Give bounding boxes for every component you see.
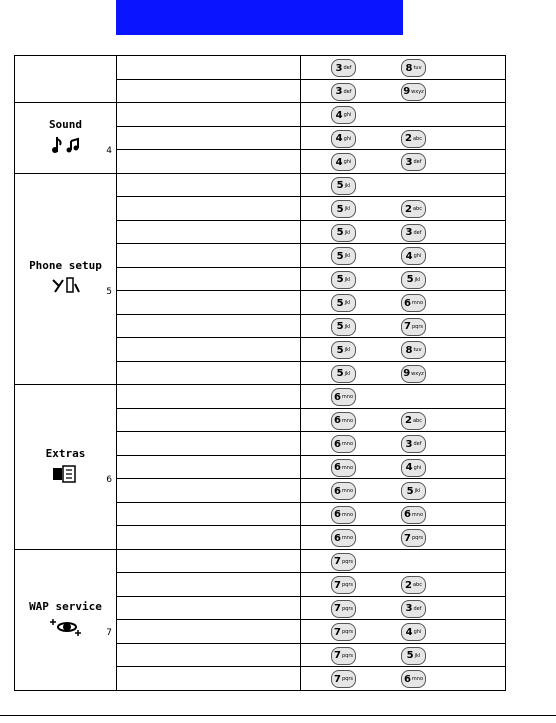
menu-item-name [117, 56, 301, 80]
extras-icon [49, 464, 83, 487]
key-letters: jkl [344, 276, 351, 283]
keypad-key-icon [331, 623, 356, 641]
key-sequence-cell [301, 338, 506, 362]
key-letters: mno [341, 464, 354, 471]
keypad-key-icon [331, 459, 356, 477]
key-digit: 5 [336, 321, 344, 332]
key-sequence-cell [301, 479, 506, 503]
keypad-key-icon [401, 341, 426, 359]
key-sequence-cell [301, 526, 506, 550]
menu-item-name [117, 643, 301, 667]
keypad-key-icon [401, 435, 426, 453]
key-digit: 6 [333, 532, 341, 544]
keypad-key-icon [401, 318, 426, 336]
menu-item-name [117, 291, 301, 315]
keypad-key-icon [331, 365, 356, 383]
menu-item-name [117, 432, 301, 456]
keypad-key-icon [401, 412, 426, 430]
keypad-key-icon [401, 365, 426, 383]
menu-item-name [117, 173, 301, 197]
key-digit: 7 [404, 321, 411, 332]
key-letters: pqrs [341, 676, 353, 682]
keypad-key-icon [401, 623, 426, 641]
key-letters: pqrs [341, 629, 353, 635]
category-cell [15, 385, 117, 550]
key-letters: pqrs [341, 652, 353, 659]
key-digit: 4 [335, 109, 343, 121]
category-label: WAP service [29, 599, 102, 613]
key-letters: ghi [413, 629, 422, 635]
key-digit: 5 [336, 180, 344, 191]
menu-item-name [117, 408, 301, 432]
category-number: 4 [106, 145, 112, 156]
menu-item-name [117, 620, 301, 644]
sound-icon [49, 135, 83, 158]
category-number: 5 [106, 286, 112, 297]
menu-item-name [117, 150, 301, 174]
key-digit: 8 [405, 344, 413, 356]
wap-service-icon [49, 617, 83, 640]
key-letters: jkl [344, 182, 351, 189]
keypad-key-icon [401, 576, 426, 594]
key-sequence-cell [301, 244, 506, 268]
keypad-key-icon [331, 153, 356, 171]
key-sequence-cell [301, 126, 506, 150]
key-sequence-cell [301, 220, 506, 244]
key-letters: mno [411, 511, 424, 518]
category-number: 6 [106, 474, 112, 485]
table-row [15, 173, 506, 197]
key-sequence-cell [301, 455, 506, 479]
keypad-key-icon [331, 529, 356, 547]
key-digit: 4 [335, 156, 343, 168]
key-digit: 2 [405, 203, 412, 215]
key-sequence-cell [301, 267, 506, 291]
key-digit: 9 [403, 368, 411, 379]
key-digit: 6 [333, 509, 341, 520]
menu-item-name [117, 103, 301, 127]
category-cell [15, 173, 117, 385]
key-digit: 5 [406, 274, 414, 285]
keypad-key-icon [331, 59, 356, 77]
key-letters: ghi [343, 135, 352, 142]
key-digit: 5 [406, 485, 414, 497]
menu-table [14, 55, 506, 691]
key-letters: pqrs [341, 582, 353, 588]
category-label: Extras [45, 446, 86, 460]
menu-item-name [117, 126, 301, 150]
key-sequence-cell [301, 56, 506, 80]
keypad-key-icon [401, 294, 426, 312]
bottom-divider [0, 715, 556, 716]
key-letters: abc [412, 417, 422, 424]
keypad-key-icon [401, 506, 426, 524]
menu-item-name [117, 79, 301, 103]
menu-item-name [117, 455, 301, 479]
menu-item-name [117, 479, 301, 503]
key-digit: 3 [405, 438, 413, 450]
menu-item-name [117, 361, 301, 385]
key-letters: pqrs [341, 605, 353, 612]
key-letters: abc [412, 582, 422, 588]
menu-item-name [117, 244, 301, 268]
key-letters: def [343, 88, 352, 95]
key-sequence-cell [301, 573, 506, 597]
menu-item-name [117, 526, 301, 550]
key-sequence-cell [301, 173, 506, 197]
keypad-key-icon [401, 529, 426, 547]
category-cell [15, 56, 117, 103]
key-letters: jkl [344, 347, 351, 353]
key-digit: 5 [336, 203, 344, 215]
category-block [15, 600, 116, 640]
keypad-key-icon [331, 647, 356, 665]
key-letters: mno [341, 417, 354, 424]
keypad-key-icon [401, 224, 426, 242]
key-letters: def [413, 159, 422, 165]
keypad-key-icon [401, 670, 426, 688]
key-digit: 2 [405, 579, 412, 591]
key-digit: 5 [406, 650, 414, 661]
keypad-key-icon [331, 294, 356, 312]
key-letters: jkl [344, 206, 351, 212]
keypad-key-icon [401, 459, 426, 477]
key-letters: pqrs [341, 558, 353, 565]
key-digit: 3 [405, 156, 413, 168]
key-digit: 6 [403, 509, 411, 520]
keypad-key-icon [401, 130, 426, 148]
key-sequence-cell [301, 620, 506, 644]
key-sequence-cell [301, 385, 506, 409]
key-digit: 3 [335, 62, 343, 74]
key-digit: 6 [403, 297, 411, 309]
key-sequence-cell [301, 502, 506, 526]
keypad-key-icon [331, 600, 356, 618]
key-sequence-cell [301, 408, 506, 432]
key-sequence-cell [301, 361, 506, 385]
key-digit: 4 [335, 133, 343, 144]
keypad-key-icon [331, 224, 356, 242]
menu-item-name [117, 314, 301, 338]
keypad-key-icon [401, 200, 426, 218]
key-digit: 5 [336, 297, 344, 309]
key-digit: 4 [405, 250, 413, 262]
keypad-key-icon [401, 271, 426, 289]
keypad-key-icon [331, 177, 356, 195]
key-sequence-cell [301, 197, 506, 221]
key-digit: 5 [336, 227, 344, 238]
keypad-key-icon [331, 506, 356, 524]
key-letters: tuv [413, 347, 422, 353]
table-row [15, 56, 506, 80]
key-digit: 2 [405, 415, 412, 426]
menu-item-name [117, 338, 301, 362]
key-digit: 7 [334, 650, 341, 661]
key-letters: mno [341, 511, 354, 518]
keypad-key-icon [331, 247, 356, 265]
key-letters: mno [341, 441, 354, 447]
key-letters: mno [341, 488, 354, 494]
keypad-key-icon [331, 341, 356, 359]
key-digit: 7 [334, 579, 341, 591]
menu-item-name [117, 197, 301, 221]
table-row [15, 385, 506, 409]
key-letters: jkl [344, 229, 351, 236]
phone-setup-icon [49, 276, 83, 299]
keypad-key-icon [401, 647, 426, 665]
key-digit: 6 [333, 415, 341, 426]
keypad-key-icon [401, 59, 426, 77]
keypad-key-icon [331, 318, 356, 336]
category-cell [15, 103, 117, 174]
category-cell [15, 549, 117, 690]
key-digit: 7 [334, 626, 341, 638]
key-letters: jkl [414, 652, 421, 659]
menu-item-name [117, 220, 301, 244]
keypad-key-icon [331, 106, 356, 124]
menu-item-name [117, 502, 301, 526]
keypad-key-icon [401, 83, 426, 101]
keypad-key-icon [331, 553, 356, 571]
keypad-key-icon [331, 271, 356, 289]
key-letters: wxyz [411, 88, 424, 95]
table-row [15, 103, 506, 127]
key-digit: 6 [333, 462, 341, 473]
keypad-key-icon [331, 83, 356, 101]
key-digit: 8 [405, 62, 413, 74]
keypad-key-icon [401, 153, 426, 171]
category-label: Phone setup [29, 258, 102, 272]
key-sequence-cell [301, 643, 506, 667]
key-sequence-cell [301, 432, 506, 456]
keypad-key-icon [401, 600, 426, 618]
key-sequence-cell [301, 150, 506, 174]
key-digit: 5 [336, 250, 344, 262]
key-sequence-cell [301, 103, 506, 127]
key-digit: 6 [333, 438, 341, 450]
key-digit: 2 [405, 133, 412, 144]
key-letters: jkl [414, 276, 421, 283]
key-digit: 6 [333, 485, 341, 497]
key-letters: tuv [413, 65, 422, 71]
key-digit: 5 [336, 274, 344, 285]
key-digit: 3 [405, 603, 413, 614]
category-block [15, 118, 116, 158]
keypad-key-icon [331, 482, 356, 500]
keypad-key-icon [331, 435, 356, 453]
key-digit: 4 [405, 462, 413, 473]
key-letters: def [343, 65, 352, 71]
key-digit: 7 [334, 556, 341, 567]
menu-item-name [117, 267, 301, 291]
key-letters: jkl [344, 370, 351, 377]
key-letters: def [413, 229, 422, 236]
key-letters: def [413, 441, 422, 447]
key-digit: 7 [404, 532, 411, 544]
header-banner [116, 0, 403, 35]
key-digit: 7 [334, 603, 341, 614]
key-sequence-cell [301, 314, 506, 338]
key-letters: jkl [344, 323, 351, 330]
key-letters: jkl [344, 300, 351, 306]
key-letters: jkl [344, 253, 351, 259]
key-letters: abc [412, 135, 422, 142]
key-sequence-cell [301, 667, 506, 691]
key-letters: ghi [343, 159, 352, 165]
key-letters: ghi [343, 112, 352, 118]
menu-item-name [117, 573, 301, 597]
keypad-key-icon [331, 576, 356, 594]
table-row [15, 549, 506, 573]
key-digit: 4 [405, 626, 413, 638]
key-letters: wxyz [411, 370, 424, 377]
category-block [15, 447, 116, 487]
keypad-key-icon [331, 388, 356, 406]
key-letters: ghi [413, 464, 422, 471]
keypad-key-icon [401, 482, 426, 500]
menu-item-name [117, 667, 301, 691]
keypad-key-icon [331, 670, 356, 688]
key-letters: pqrs [411, 535, 423, 541]
key-digit: 7 [334, 673, 341, 685]
key-digit: 9 [403, 86, 411, 97]
key-sequence-cell [301, 596, 506, 620]
keypad-key-icon [401, 247, 426, 265]
category-number: 7 [106, 627, 112, 638]
category-label: Sound [48, 117, 83, 131]
key-sequence-cell [301, 291, 506, 315]
key-letters: pqrs [411, 323, 423, 330]
key-letters: jkl [414, 488, 421, 494]
menu-item-name [117, 549, 301, 573]
keypad-key-icon [331, 200, 356, 218]
keypad-key-icon [331, 130, 356, 148]
key-digit: 5 [336, 344, 344, 356]
key-letters: mno [341, 535, 354, 541]
key-digit: 3 [405, 227, 413, 238]
key-digit: 5 [336, 368, 344, 379]
keypad-key-icon [331, 412, 356, 430]
category-block [15, 259, 116, 299]
key-letters: mno [341, 394, 354, 400]
key-letters: ghi [413, 253, 422, 259]
menu-item-name [117, 385, 301, 409]
key-letters: abc [412, 206, 422, 212]
key-sequence-cell [301, 79, 506, 103]
key-letters: mno [411, 676, 424, 682]
key-digit: 3 [335, 86, 343, 97]
key-letters: mno [411, 300, 424, 306]
key-digit: 6 [333, 391, 341, 403]
key-letters: def [413, 605, 422, 612]
key-digit: 6 [403, 673, 411, 685]
menu-item-name [117, 596, 301, 620]
key-sequence-cell [301, 549, 506, 573]
